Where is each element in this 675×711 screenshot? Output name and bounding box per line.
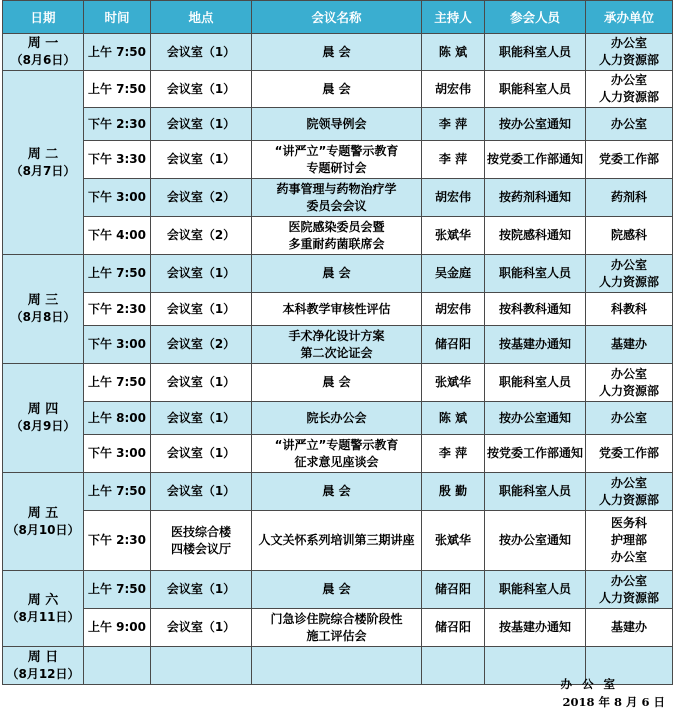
host-cell: 张斌华: [422, 511, 485, 571]
host-cell: 陈 斌: [422, 34, 485, 71]
host-cell: 李 萍: [422, 141, 485, 179]
place-cell: [151, 34, 252, 71]
place-cell: [151, 571, 252, 609]
time-cell: 上午 7:50: [84, 473, 151, 511]
table-row: [3, 511, 673, 571]
day-cell: [3, 647, 84, 685]
organizer-cell: [586, 179, 673, 217]
place-cell-line: 会议室（1）: [166, 446, 236, 460]
day-label: 周 四: [27, 402, 59, 417]
meeting-name-cell: [252, 326, 422, 364]
time-cell: 上午 7:50: [84, 255, 151, 293]
header-time: 时间: [84, 1, 151, 34]
organizer-cell-line: 办公室: [610, 366, 647, 381]
table-row: [3, 326, 673, 364]
place-cell: [151, 609, 252, 647]
organizer-cell-line: 科教科: [610, 301, 647, 316]
meeting-name-cell-line: 委员会会议: [306, 198, 367, 213]
attendees-cell: 按院感科通知: [485, 217, 586, 255]
organizer-cell: [586, 364, 673, 402]
host-cell: 胡宏伟: [422, 71, 485, 108]
day-date: （8月9日）: [10, 419, 76, 433]
header-place: 地点: [151, 1, 252, 34]
day-cell: [3, 255, 84, 364]
time-cell: 下午 2:30: [84, 511, 151, 571]
place-cell-line: 会议室（2）: [166, 337, 236, 351]
meeting-name-cell-line: “讲严立”专题警示教育: [274, 437, 399, 452]
meeting-name-cell: [252, 511, 422, 571]
organizer-cell: [586, 435, 673, 473]
organizer-cell: [586, 511, 673, 571]
place-cell-line: 会议室（1）: [166, 410, 236, 425]
organizer-cell-line: 办公室: [610, 475, 647, 490]
organizer-cell: [586, 108, 673, 141]
time-cell: 上午 9:00: [84, 609, 151, 647]
time-cell: 下午 3:30: [84, 141, 151, 179]
place-cell-line: 会议室（2）: [166, 190, 236, 204]
meeting-name-cell: [252, 571, 422, 609]
meeting-name-cell-line: 晨 会: [322, 484, 351, 498]
time-cell: 下午 3:00: [84, 326, 151, 364]
time-cell: 上午 7:50: [84, 71, 151, 108]
meeting-name-cell-line: 人文关怀系列培训第三期讲座: [258, 533, 415, 547]
host-cell: 胡宏伟: [422, 293, 485, 326]
day-cell: [3, 34, 84, 71]
day-date: （8月10日）: [6, 522, 80, 537]
meeting-name-cell-line: 晨 会: [322, 266, 351, 280]
place-cell-line: 会议室（1）: [166, 582, 236, 596]
place-cell: [151, 435, 252, 473]
meeting-schedule-table: [2, 0, 673, 685]
meeting-name-cell-line: 晨 会: [322, 375, 351, 389]
header-organizer: 承办单位: [586, 1, 673, 34]
meeting-name-cell: [252, 71, 422, 108]
time-cell: 上午 7:50: [84, 34, 151, 71]
organizer-cell: [586, 571, 673, 609]
organizer-cell: [586, 34, 673, 71]
place-cell-line: 会议室（1）: [166, 301, 236, 316]
table-row: [3, 435, 673, 473]
meeting-name-cell: [252, 402, 422, 435]
host-cell: 储召阳: [422, 609, 485, 647]
meeting-name-cell: [252, 141, 422, 179]
meeting-name-cell: [252, 179, 422, 217]
attendees-cell: 按基建办通知: [485, 609, 586, 647]
time-cell: 上午 7:50: [84, 571, 151, 609]
organizer-cell-line: 基建办: [610, 620, 647, 634]
attendees-cell: 职能科室人员: [485, 255, 586, 293]
organizer-cell-line: 办公室: [610, 36, 647, 50]
place-cell: [151, 179, 252, 217]
table-row: [3, 402, 673, 435]
organizer-cell: [586, 141, 673, 179]
place-cell: [151, 217, 252, 255]
host-cell: 张斌华: [422, 217, 485, 255]
host-cell: 张斌华: [422, 364, 485, 402]
meeting-name-cell-line: 手术净化设计方案: [288, 328, 385, 343]
table-row: [3, 217, 673, 255]
attendees-cell: 职能科室人员: [485, 364, 586, 402]
organizer-cell: [586, 402, 673, 435]
organizer-cell-line: 党委工作部: [598, 152, 659, 166]
place-cell-line: 会议室（1）: [166, 484, 236, 498]
table-row: [3, 141, 673, 179]
host-cell: 陈 斌: [422, 402, 485, 435]
day-label: 周 一: [27, 36, 59, 51]
organizer-cell-line: 医务科: [610, 516, 647, 530]
meeting-name-cell-line: 医院感染委员会暨: [288, 219, 385, 234]
attendees-cell: 按办公室通知: [485, 108, 586, 141]
day-label: 周 二: [27, 146, 59, 162]
table-row: [3, 179, 673, 217]
meeting-name-cell: [252, 34, 422, 71]
day-label: 周 六: [27, 592, 59, 608]
host-cell: 李 萍: [422, 435, 485, 473]
place-cell-line: 会议室（1）: [166, 116, 236, 131]
host-cell: 李 萍: [422, 108, 485, 141]
meeting-name-cell-line: 晨 会: [322, 44, 351, 59]
meeting-name-cell: [252, 364, 422, 402]
schedule-body: [3, 34, 673, 685]
place-cell-line: 会议室（2）: [166, 228, 236, 242]
organizer-cell-line: 人力资源部: [598, 492, 659, 507]
header-meeting-name: 会议名称: [252, 1, 422, 34]
organizer-cell-line: 办公室: [610, 116, 647, 131]
day-cell: [3, 71, 84, 255]
attendees-cell: 按办公室通知: [485, 402, 586, 435]
time-cell: 下午 3:00: [84, 179, 151, 217]
host-cell: 储召阳: [422, 326, 485, 364]
header-date: 日期: [3, 1, 84, 34]
table-row: [3, 108, 673, 141]
meeting-name-cell-line: 晨 会: [322, 81, 351, 96]
place-cell-line: 会议室（1）: [166, 375, 236, 389]
organizer-cell-line: 人力资源部: [598, 90, 659, 104]
day-label: 周 日: [27, 649, 59, 665]
attendees-cell: 按药剂科通知: [485, 179, 586, 217]
day-cell: [3, 571, 84, 647]
organizer-cell: [586, 326, 673, 364]
organizer-cell-line: 办公室: [610, 73, 647, 87]
place-cell-line: 四楼会议厅: [170, 541, 231, 556]
meeting-name-cell: [252, 293, 422, 326]
time-cell: 下午 3:00: [84, 435, 151, 473]
meeting-name-cell: [252, 217, 422, 255]
empty-cell: [252, 647, 422, 685]
organizer-cell-line: 党委工作部: [598, 446, 659, 460]
time-cell: 下午 2:30: [84, 293, 151, 326]
meeting-name-cell-line: 本科教学审核性评估: [282, 301, 391, 316]
meeting-name-cell-line: 晨 会: [322, 582, 351, 596]
day-cell: [3, 364, 84, 473]
table-row: [3, 473, 673, 511]
meeting-name-cell-line: “讲严立”专题警示教育: [274, 143, 399, 158]
place-cell: [151, 402, 252, 435]
organizer-cell: [586, 609, 673, 647]
place-cell: [151, 326, 252, 364]
day-label: 周 三: [27, 293, 59, 308]
day-cell: [3, 473, 84, 571]
meeting-name-cell: [252, 255, 422, 293]
organizer-cell: [586, 255, 673, 293]
place-cell: [151, 473, 252, 511]
table-row: [3, 255, 673, 293]
meeting-name-cell: [252, 435, 422, 473]
organizer-cell-line: 护理部: [610, 533, 647, 547]
table-row: [3, 293, 673, 326]
organizer-cell-line: 办公室: [610, 573, 647, 588]
table-row: [3, 571, 673, 609]
place-cell: [151, 108, 252, 141]
place-cell: [151, 255, 252, 293]
organizer-cell: [586, 71, 673, 108]
day-date: （8月11日）: [6, 609, 80, 624]
place-cell: [151, 71, 252, 108]
host-cell: 吴金庭: [422, 255, 485, 293]
attendees-cell: 按科教科通知: [485, 293, 586, 326]
meeting-name-cell-line: 第二次论证会: [300, 345, 373, 360]
organizer-cell-line: 办公室: [610, 410, 647, 425]
organizer-cell-line: 人力资源部: [598, 590, 659, 605]
host-cell: 储召阳: [422, 571, 485, 609]
meeting-name-cell-line: 专题研讨会: [306, 160, 367, 175]
table-row: [3, 364, 673, 402]
day-date: （8月8日）: [10, 310, 76, 324]
empty-cell: [422, 647, 485, 685]
place-cell: [151, 511, 252, 571]
meeting-name-cell-line: 施工评估会: [306, 628, 367, 643]
attendees-cell: 职能科室人员: [485, 71, 586, 108]
place-cell-line: 会议室（1）: [166, 81, 236, 96]
meeting-name-cell: [252, 473, 422, 511]
header-attendees: 参会人员: [485, 1, 586, 34]
meeting-name-cell-line: 征求意见座谈会: [294, 454, 379, 469]
organizer-cell-line: 办公室: [610, 550, 647, 564]
day-date: （8月6日）: [10, 53, 76, 67]
empty-cell: [84, 647, 151, 685]
empty-cell: [151, 647, 252, 685]
day-date: （8月7日）: [10, 163, 76, 178]
organizer-cell: [586, 217, 673, 255]
time-cell: 上午 7:50: [84, 364, 151, 402]
host-cell: 殷 勤: [422, 473, 485, 511]
organizer-cell-line: 人力资源部: [598, 53, 659, 67]
meeting-name-cell-line: 院长办公会: [306, 410, 367, 425]
day-date: （8月12日）: [6, 666, 80, 681]
attendees-cell: 职能科室人员: [485, 473, 586, 511]
attendees-cell: 按基建办通知: [485, 326, 586, 364]
table-row: [3, 609, 673, 647]
organizer-cell-line: 办公室: [610, 257, 647, 272]
time-cell: 下午 4:00: [84, 217, 151, 255]
place-cell: [151, 364, 252, 402]
attendees-cell: 按办公室通知: [485, 511, 586, 571]
host-cell: 胡宏伟: [422, 179, 485, 217]
table-row: [3, 71, 673, 108]
place-cell: [151, 293, 252, 326]
organizer-cell-line: 院感科: [610, 228, 647, 242]
organizer-cell: [586, 473, 673, 511]
time-cell: 上午 8:00: [84, 402, 151, 435]
organizer-cell: [586, 293, 673, 326]
organizer-cell-line: 基建办: [610, 337, 647, 351]
meeting-name-cell-line: 院领导例会: [306, 116, 367, 131]
header-host: 主持人: [422, 1, 485, 34]
place-cell-line: 会议室（1）: [166, 44, 236, 59]
meeting-name-cell: [252, 609, 422, 647]
footer-date: 2018 年 8 月 6 日: [562, 695, 665, 709]
organizer-cell-line: 人力资源部: [598, 274, 659, 289]
header-row: [3, 1, 673, 34]
place-cell-line: 会议室（1）: [166, 152, 236, 166]
meeting-name-cell: [252, 108, 422, 141]
meeting-name-cell-line: 药事管理与药物治疗学: [276, 181, 397, 196]
meeting-name-cell-line: 多重耐药菌联席会: [288, 236, 385, 251]
attendees-cell: 职能科室人员: [485, 34, 586, 71]
day-label: 周 五: [27, 505, 59, 521]
attendees-cell: 按党委工作部通知: [485, 435, 586, 473]
attendees-cell: 按党委工作部通知: [485, 141, 586, 179]
place-cell-line: 会议室（1）: [166, 266, 236, 280]
attendees-cell: 职能科室人员: [485, 571, 586, 609]
organizer-cell-line: 药剂科: [610, 190, 647, 204]
place-cell-line: 医技综合楼: [170, 524, 231, 539]
organizer-cell-line: 人力资源部: [598, 383, 659, 398]
place-cell: [151, 141, 252, 179]
place-cell-line: 会议室（1）: [166, 620, 236, 634]
footer-office: 办公室: [560, 677, 625, 691]
time-cell: 下午 2:30: [84, 108, 151, 141]
table-row: [3, 34, 673, 71]
meeting-name-cell-line: 门急诊住院综合楼阶段性: [270, 611, 403, 626]
